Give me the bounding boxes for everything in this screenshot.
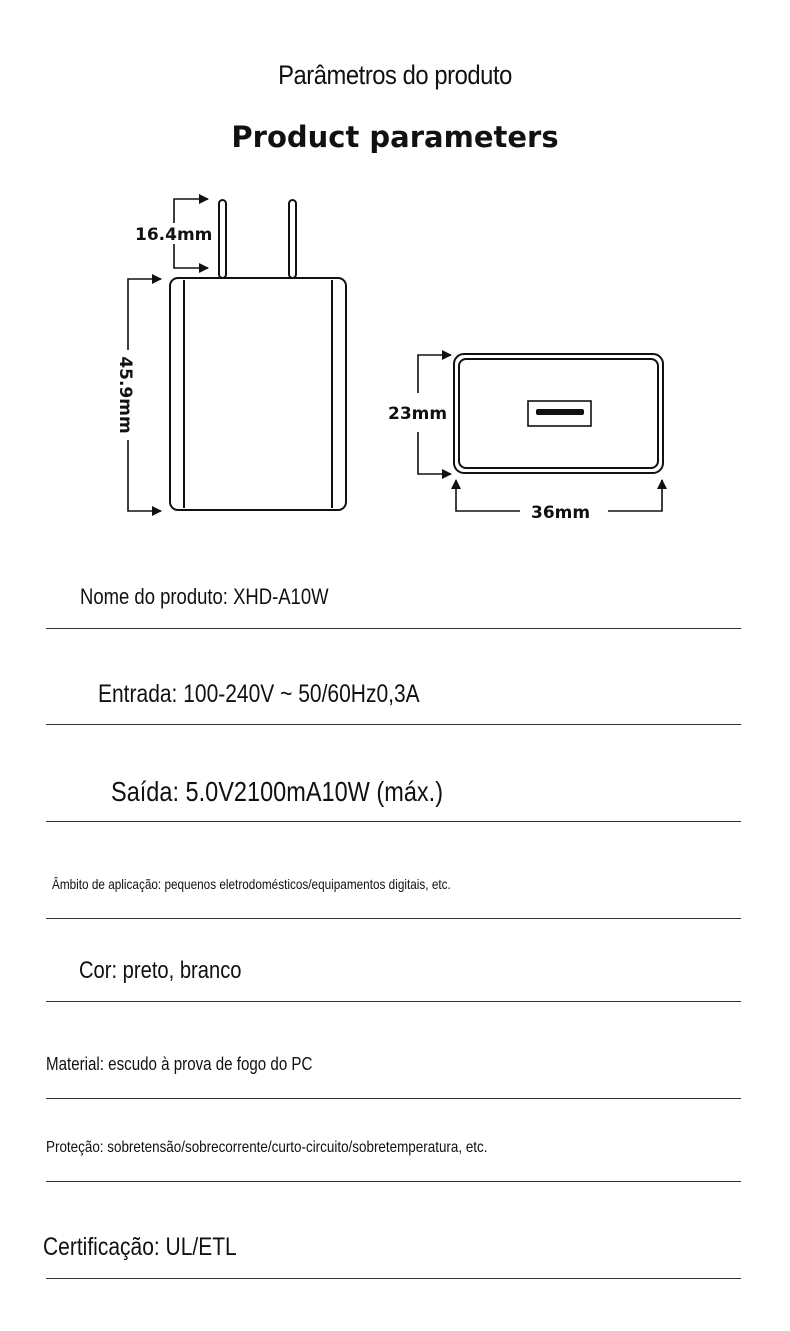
spec-color: Cor: preto, branco (79, 957, 242, 984)
divider (46, 1098, 741, 1099)
width-dimension (456, 480, 662, 523)
width-label: 36mm (531, 503, 591, 523)
spec-certification: Certificação: UL/ETL (43, 1233, 237, 1261)
height-label: 45.9mm (115, 356, 135, 434)
spec-input: Entrada: 100-240V ~ 50/60Hz0,3A (98, 680, 420, 708)
divider (46, 1181, 741, 1182)
page-title-portuguese: Parâmetros do produto (278, 60, 512, 90)
divider (46, 821, 741, 822)
divider (46, 1001, 741, 1002)
divider (46, 1278, 741, 1279)
prong-length-label: 16.4mm (135, 225, 213, 245)
divider (46, 628, 741, 629)
height-dimension (115, 279, 161, 511)
dimension-diagram (0, 0, 790, 560)
depth-dimension (388, 355, 451, 474)
charger-prongs (219, 200, 296, 278)
divider (46, 918, 741, 919)
divider (46, 724, 741, 725)
spec-product-name: Nome do produto: XHD-A10W (80, 584, 329, 609)
charger-side-view (170, 278, 346, 510)
page-title-english: Product parameters (231, 120, 559, 154)
prong-length-dimension (135, 199, 212, 268)
spec-material: Material: escudo à prova de fogo do PC (46, 1054, 313, 1074)
spec-application-scope: Âmbito de aplicação: pequenos eletrodomésticos/equipamentos digitais, etc. (52, 876, 451, 892)
spec-protection: Proteção: sobretensão/sobrecorrente/curto-circuito/sobretemperatura, etc. (46, 1139, 488, 1156)
depth-label: 23mm (388, 404, 448, 424)
charger-front-view (454, 354, 663, 473)
spec-output: Saída: 5.0V2100mA10W (máx.) (111, 776, 444, 807)
